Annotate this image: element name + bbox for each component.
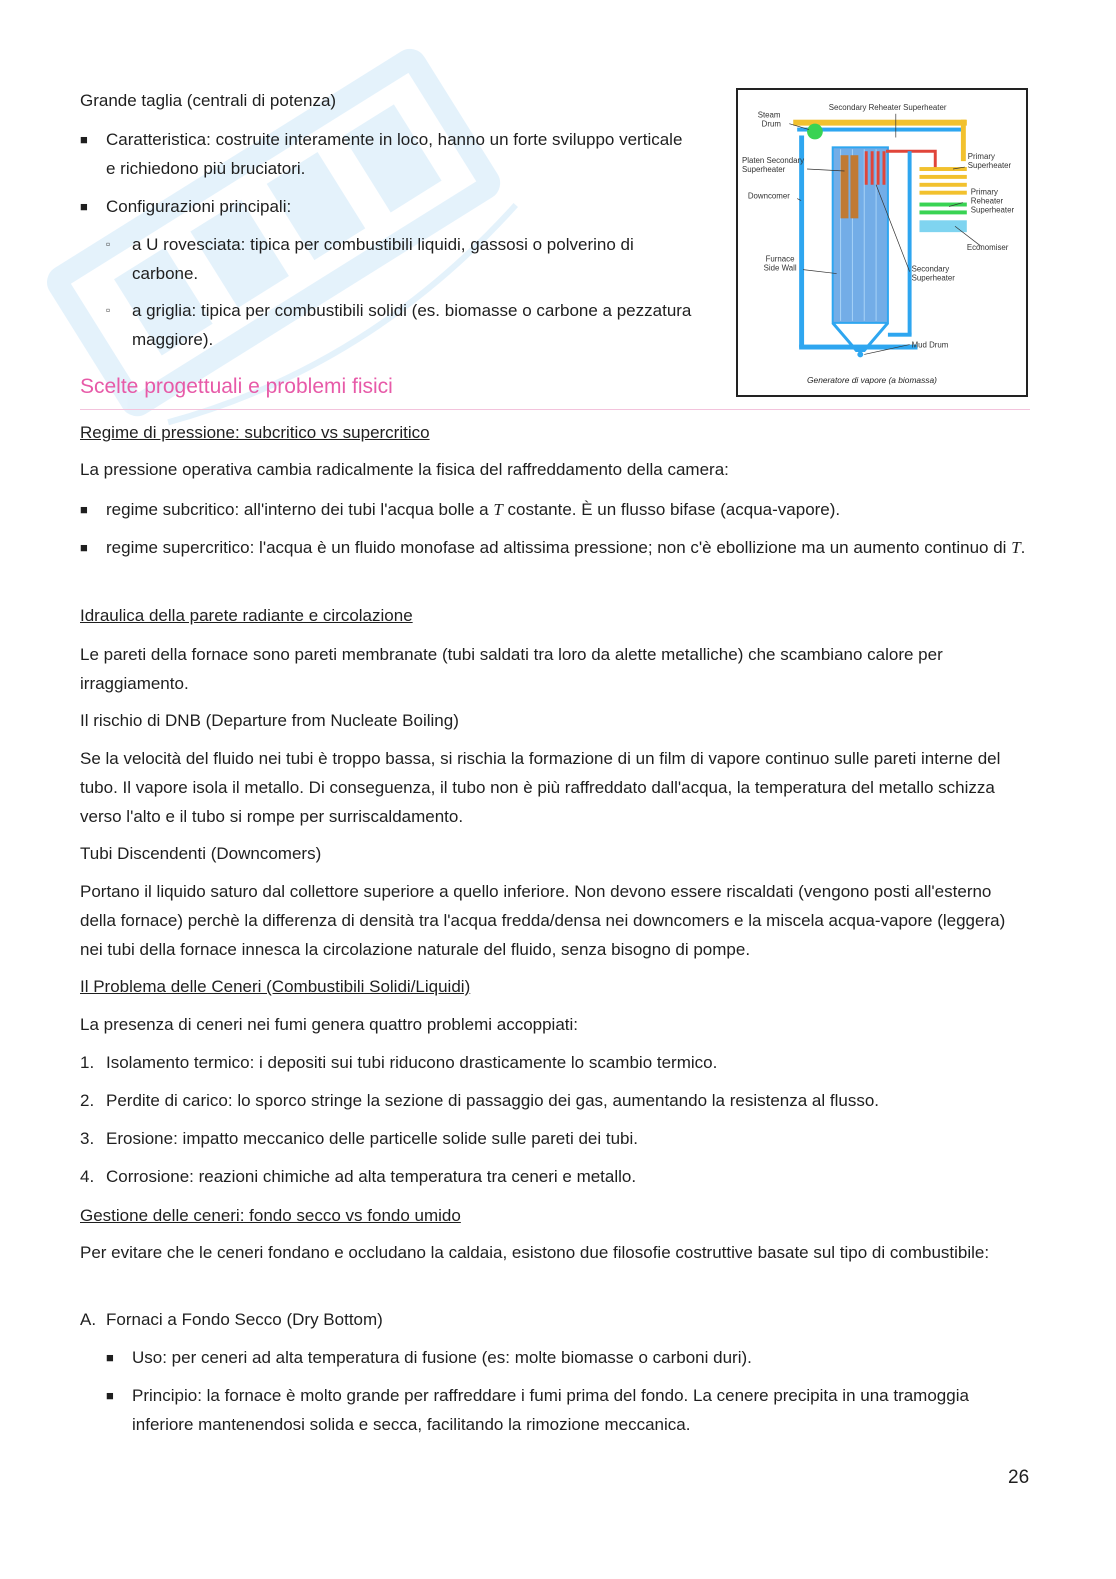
ash-mgmt-title: Gestione delle ceneri: fondo secco vs fondo umido [80,1206,461,1225]
sub-bullet-text: a U rovesciata: tipica per combustibili liquidi, gassosi o polverino di carbone. [132,235,634,283]
ash-item: Isolamento termico: i depositi sui tubi riducono drasticamente lo scambio termico. [106,1053,718,1072]
section-divider [80,409,1030,410]
label-mud-drum: Mud Drum [911,340,949,350]
ash-item: Corrosione: reazioni chimiche ad alta temperatura tra ceneri e metallo. [106,1167,637,1186]
label-furnace-side-wall: Furnace Side Wall [763,254,797,273]
dnb-title: Il rischio di DNB (Departure from Nucleate Boiling) [80,711,459,730]
label-steam-drum: Steam Drum [757,110,781,129]
bullet-text: Configurazioni principali: [106,197,292,216]
ash-item: Perdite di carico: lo sporco stringe la sezione di passaggio dei gas, aumentando la resistenza al flusso. [106,1091,879,1110]
sub-bullet-text: a griglia: tipica per combustibili solidi (es. biomasse o carbone a pezzatura maggiore). [132,301,692,349]
pressure-intro: La pressione operativa cambia radicalmente la fisica del raffreddamento della camera: [80,460,729,479]
boiler-diagram [738,90,1026,395]
pressure-bullet-subcritical: regime subcritico: all'interno dei tubi l'acqua bolle a T costante. È un flusso bifase (acqua-vapore). [106,500,841,519]
steam-drum-shape [807,124,823,140]
bullet-marker: ■ [80,540,88,555]
pressure-title: Regime di pressione: subcritico vs supercritico [80,423,430,442]
label-platen: Platen Secondary Superheater [741,156,805,174]
dry-bottom-bullet: Uso: per ceneri ad alta temperatura di fusione (es: molte biomasse o carboni duri). [132,1348,752,1367]
list-letter: A. [80,1310,97,1329]
bullet-marker: ■ [106,1350,114,1365]
ash-title: Il Problema delle Ceneri (Combustibili Solidi/Liquidi) [80,977,471,996]
list-number: 4. [80,1167,95,1186]
dry-bottom-title: Fornaci a Fondo Secco (Dry Bottom) [106,1310,383,1329]
steam-generator-figure [736,88,1028,397]
label-economiser: Economiser [966,242,1009,252]
bullet-marker: ■ [80,502,88,517]
dnb-paragraph: Se la velocità del fluido nei tubi è troppo bassa, si rischia la formazione di un film di vapore continuo sulle pareti interne del tubo. Il vapore isola il metallo. Di conseguenza, il tubo non è più raffreddato dall'acqua, la temperatura del metallo schizza verso l'alto e il tubo si rompe per surriscaldamento. [80,749,1001,826]
downcomers-paragraph: Portano il liquido saturo dal collettore superiore a quello inferiore. Non devono essere riscaldati (vengono posti all'esterno della fornace) perchè la differenza di densità tra l'acqua fredda/densa nei downcomers e la miscela acqua-vapore (leggera) nei tubi della fornace innesca la circolazione naturale del fluido, senza bisogno di pompe. [80,882,1006,959]
list-number: 3. [80,1129,95,1148]
ash-item: Erosione: impatto meccanico delle particelle solide sulle pareti dei tubi. [106,1129,639,1148]
section-title: Scelte progettuali e problemi fisici [80,375,393,398]
label-primary-superheater: Primary Superheater [967,152,1012,171]
bullet-text: Caratteristica: costruite interamente in loco, hanno un forte sviluppo verticale e richiedono più bruciatori. [106,130,683,178]
label-downcomer: Downcomer [747,191,790,201]
sub-bullet-marker: ▫ [106,303,111,317]
label-secondary-reheater: Secondary Reheater Superheater [828,102,947,112]
ash-intro: La presenza di ceneri nei fumi genera quattro problemi accoppiati: [80,1015,579,1034]
downcomers-title: Tubi Discendenti (Downcomers) [80,844,322,863]
dry-bottom-bullet: Principio: la fornace è molto grande per raffreddare i fumi prima del fondo. La cenere precipita in una tramoggia inferiore mantenendosi solida e secca, facilitando la rimozione meccanica. [132,1386,969,1434]
bullet-marker: ■ [80,132,88,147]
subsection-heading: Grande taglia (centrali di potenza) [80,91,337,110]
figure-caption: Generatore di vapore (a biomassa) [807,375,937,386]
label-primary-reheater: Primary Reheater Superheater [970,187,1015,215]
label-secondary-superheater: Secondary Superheater [911,264,955,283]
hydraulics-paragraph: Le pareti della fornace sono pareti membranate (tubi saldati tra loro da alette metalliche) che scambiano calore per irraggiamento. [80,645,943,693]
bullet-marker: ■ [106,1388,114,1403]
hydraulics-title: Idraulica della parete radiante e circolazione [80,606,413,625]
list-number: 1. [80,1053,95,1072]
pressure-bullet-supercritical: regime supercritico: l'acqua è un fluido monofase ad altissima pressione; non c'è ebollizione ma un aumento continuo di T. [106,538,1026,557]
list-number: 2. [80,1091,95,1110]
page-number: 26 [1008,1467,1030,1488]
bullet-marker: ■ [80,199,88,214]
sub-bullet-marker: ▫ [106,237,111,251]
ash-mgmt-intro: Per evitare che le ceneri fondano e occludano la caldaia, esistono due filosofie costruttive basate sul tipo di combustibile: [80,1243,990,1262]
